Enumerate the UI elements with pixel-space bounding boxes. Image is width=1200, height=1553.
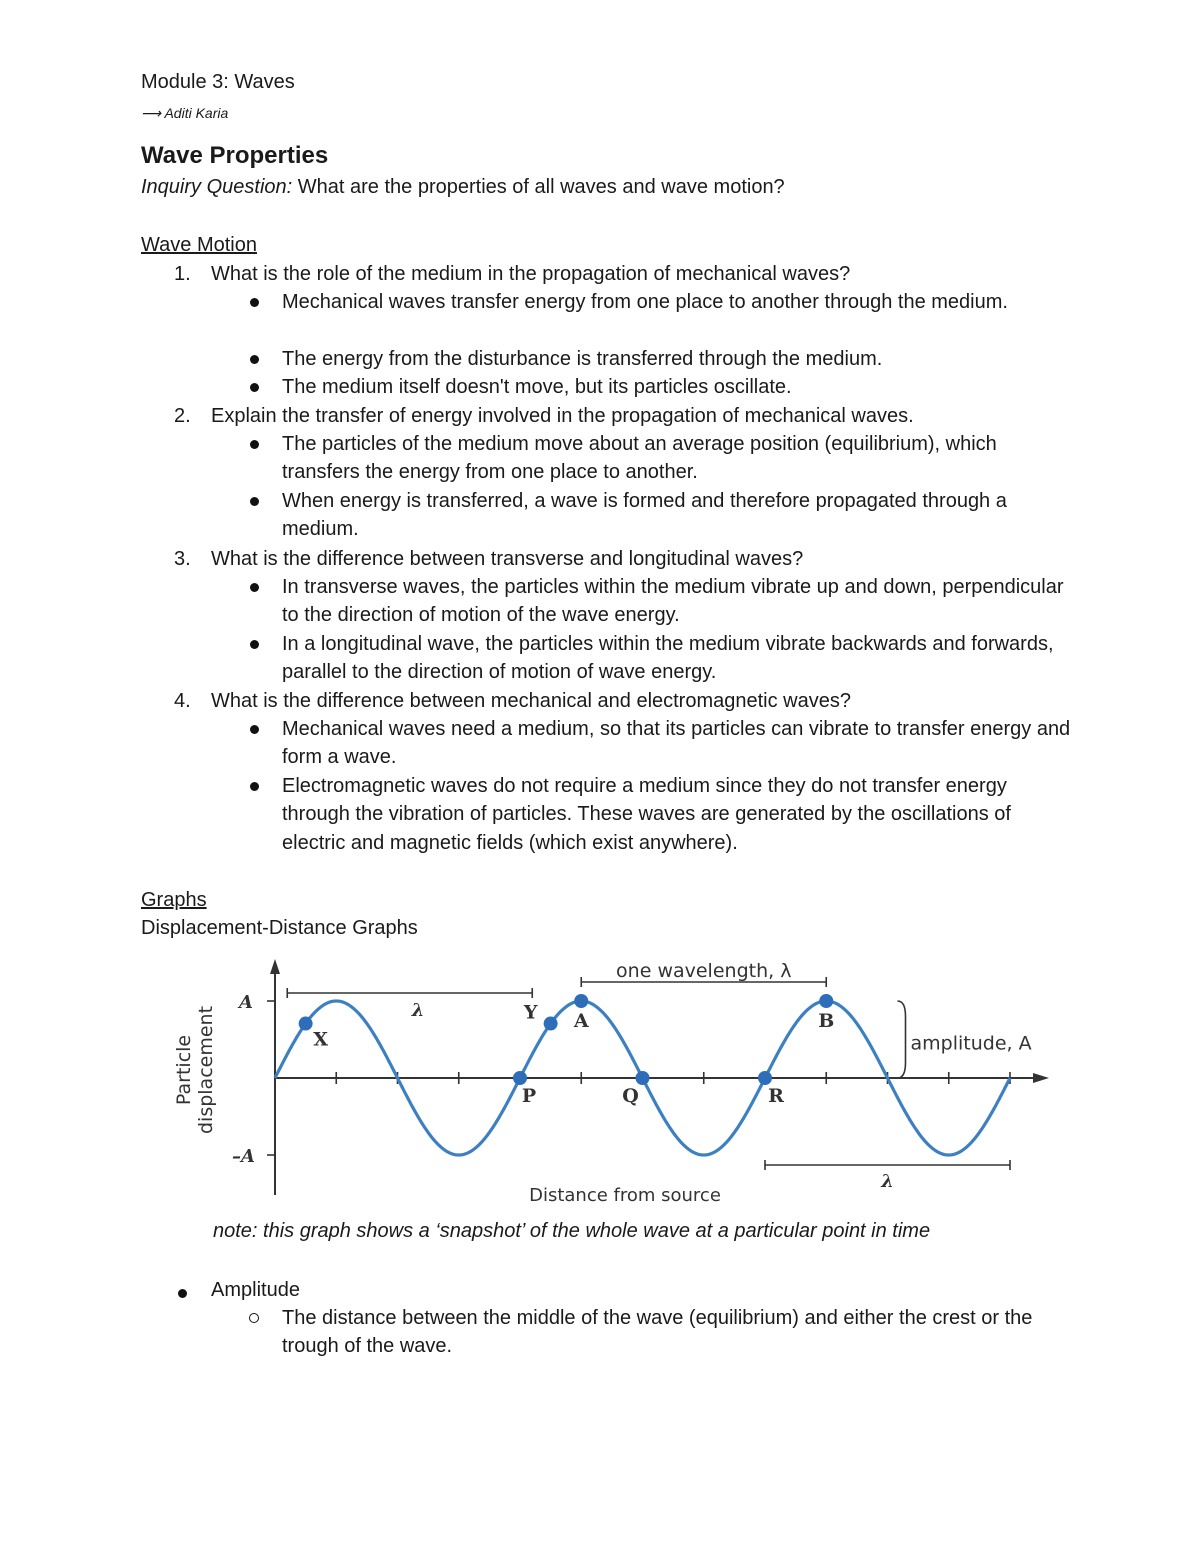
bullet-icon xyxy=(250,355,259,364)
q1-bullet-2: The energy from the disturbance is transferred through the medium. xyxy=(282,348,883,370)
q3-bullet-2: In a longitudinal wave, the particles within the medium vibrate backwards and forwards, parallel to the direction of motion of wave energy. xyxy=(282,633,1054,684)
author-line xyxy=(141,105,228,122)
q1-bullet-3: The medium itself doesn't move, but its particles oscillate. xyxy=(282,376,792,398)
hollow-bullet-icon xyxy=(249,1313,259,1323)
bullet-icon xyxy=(250,383,259,392)
wave-motion-heading: Wave Motion xyxy=(141,234,257,256)
point-label-b: B xyxy=(818,1010,835,1032)
bullet-icon xyxy=(250,440,259,449)
bullet-icon xyxy=(250,583,259,592)
module-title: Module 3: Waves xyxy=(141,71,295,93)
q4-bullet-2: Electromagnetic waves do not require a medium since they do not transfer energy through the vibration of particles. These waves are generated by the oscillations of electric and magnetic fields (which exist anywhere). xyxy=(282,775,1011,854)
y-tick-label: –A xyxy=(232,1146,255,1167)
one-wavelength-label: one wavelength, λ xyxy=(616,960,792,982)
point-y xyxy=(544,1017,558,1031)
amplitude-label: amplitude, A xyxy=(910,1032,1032,1055)
point-a xyxy=(574,994,588,1008)
amplitude-definition: The distance between the middle of the wave (equilibrium) and either the crest or the trough of the wave. xyxy=(282,1307,1033,1358)
point-label-y: Y xyxy=(523,1001,538,1024)
graph-axes xyxy=(173,959,1049,1206)
inquiry-question xyxy=(141,176,785,199)
graph-annotations xyxy=(287,960,1031,1192)
arrow-icon: ⟶ xyxy=(141,105,162,121)
point-r xyxy=(758,1071,772,1085)
question-1: 1. What is the role of the medium in the propagation of mechanical waves? xyxy=(174,263,851,285)
amplitude-bracket xyxy=(898,1001,906,1078)
q2-bullet-2: When energy is transferred, a wave is formed and therefore propagated through a medium. xyxy=(282,490,1007,541)
graphs-subheading: Displacement-Distance Graphs xyxy=(141,917,418,939)
inquiry-label: Inquiry Question: xyxy=(141,176,293,198)
y-axis-label-line: Particle xyxy=(173,1034,195,1106)
point-b xyxy=(819,994,833,1008)
y-axis-arrow-icon xyxy=(270,959,280,974)
wavelength-label: λ xyxy=(411,1000,425,1021)
y-tick-label: A xyxy=(239,992,253,1013)
displacement-distance-graph xyxy=(160,950,1060,1210)
q4-bullet-1: Mechanical waves need a medium, so that its particles can vibrate to transfer energy and form a wave. xyxy=(282,718,1071,769)
graph-note: note: this graph shows a ‘snapshot’ of the whole wave at a particular point in time xyxy=(213,1220,931,1242)
x-axis-arrow-icon xyxy=(1033,1073,1049,1083)
y-axis-label-line: displacement xyxy=(195,1005,217,1135)
question-2: 2. Explain the transfer of energy involved in the propagation of mechanical waves. xyxy=(174,405,914,427)
author-name: Aditi Karia xyxy=(164,105,229,121)
inquiry-text: What are the properties of all waves and wave motion? xyxy=(292,176,785,198)
bullet-icon xyxy=(250,497,259,506)
x-axis-label: Distance from source xyxy=(529,1185,721,1206)
bullet-icon xyxy=(250,298,259,307)
y-axis-label xyxy=(173,1006,217,1134)
question-3: 3. What is the difference between transverse and longitudinal waves? xyxy=(174,548,804,570)
question-4: 4. What is the difference between mechanical and electromagnetic waves? xyxy=(174,690,851,712)
wavelength-label: λ xyxy=(881,1171,894,1192)
q3-bullet-1: In transverse waves, the particles within the medium vibrate up and down, perpendicular to the direction of motion of the wave energy. xyxy=(282,576,1064,627)
bullet-icon xyxy=(178,1289,187,1298)
point-x xyxy=(299,1017,313,1031)
amplitude-item: Amplitude xyxy=(211,1279,300,1301)
bullet-icon xyxy=(250,640,259,649)
point-label-a: A xyxy=(573,1010,589,1032)
point-p xyxy=(513,1071,527,1085)
page-title: Wave Properties xyxy=(141,142,329,169)
point-label-x: X xyxy=(313,1028,328,1051)
bullet-icon xyxy=(250,782,259,791)
graphs-heading: Graphs xyxy=(141,889,207,911)
point-label-r: R xyxy=(768,1085,784,1107)
point-q xyxy=(636,1071,650,1085)
point-label-q: Q xyxy=(622,1085,639,1107)
q2-bullet-1: The particles of the medium move about an average position (equilibrium), which transfers the energy from one place to another. xyxy=(282,433,997,484)
bullet-icon xyxy=(250,725,259,734)
graph-points xyxy=(299,994,835,1107)
q1-bullet-1: Mechanical waves transfer energy from one place to another through the medium. xyxy=(282,291,1008,313)
point-label-p: P xyxy=(521,1085,537,1107)
